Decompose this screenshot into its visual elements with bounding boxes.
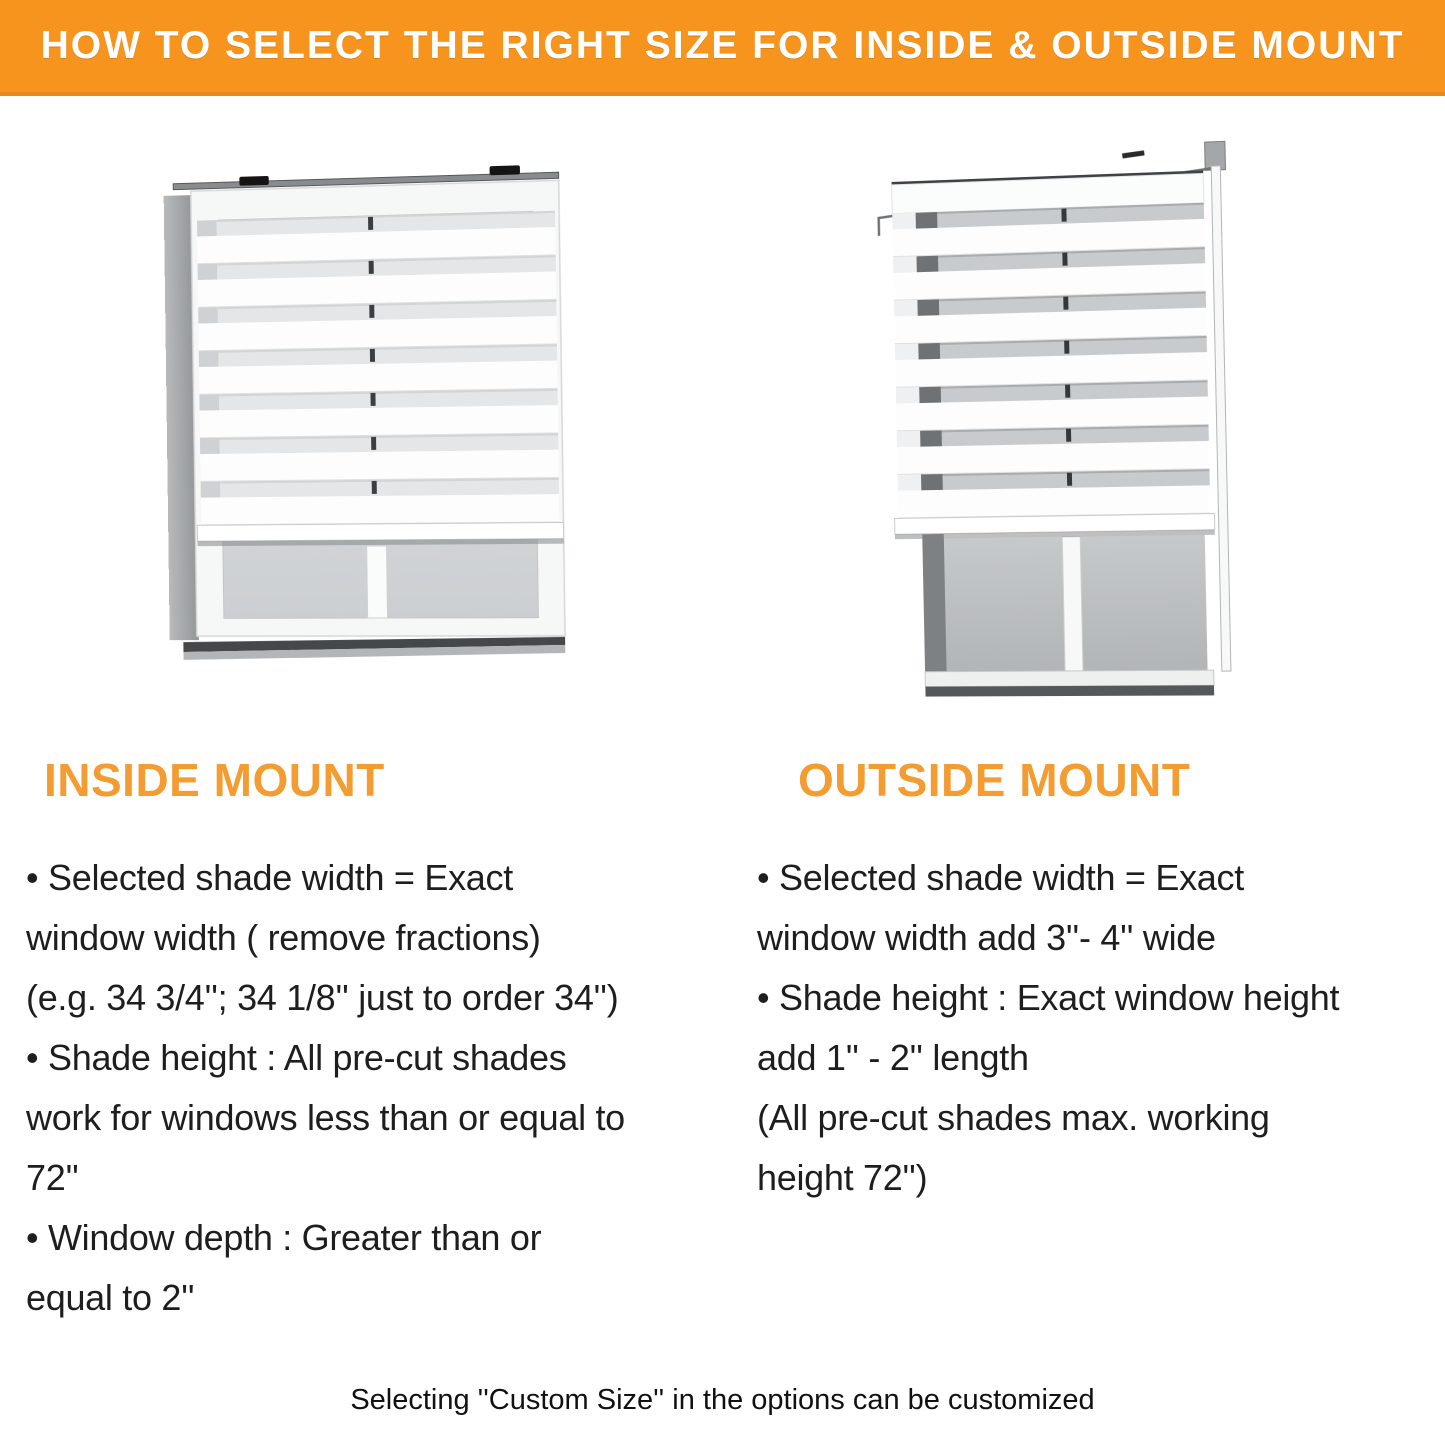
outside-mount-heading: OUTSIDE MOUNT bbox=[798, 754, 1191, 806]
inside-mount-heading: INSIDE MOUNT bbox=[44, 754, 385, 806]
wall-screw-icon bbox=[1122, 150, 1145, 158]
bullet-line: equal to 2'' bbox=[26, 1277, 195, 1318]
bullet-line: • Shade height : Exact window height bbox=[757, 977, 1340, 1018]
bullet-line: (All pre-cut shades max. working bbox=[757, 1097, 1270, 1138]
inside-mount-instructions bbox=[26, 848, 726, 1328]
bullet-line: • Window depth : Greater than or bbox=[26, 1217, 542, 1258]
bullet-line: height 72'') bbox=[757, 1157, 928, 1198]
bullet-line: (e.g. 34 3/4''; 34 1/8'' just to order 34'') bbox=[26, 977, 619, 1018]
window-mullion bbox=[367, 546, 388, 618]
bullet-line: window width add 3''- 4'' wide bbox=[757, 917, 1216, 958]
bullet-line: • Selected shade width = Exact bbox=[26, 857, 513, 898]
zebra-blind bbox=[193, 211, 564, 546]
window-mullion bbox=[1062, 537, 1083, 671]
bullet-line: • Shade height : All pre-cut shades bbox=[26, 1037, 567, 1078]
outside-mount-illustration bbox=[873, 139, 1238, 706]
banner bbox=[0, 0, 1445, 96]
window-sill bbox=[183, 637, 565, 660]
mounting-bracket-icon bbox=[490, 165, 520, 175]
outside-mount-instructions bbox=[757, 848, 1445, 1208]
banner-title: HOW TO SELECT THE RIGHT SIZE FOR INSIDE & OUTSIDE MOUNT bbox=[40, 24, 1405, 67]
custom-size-note: Selecting ''Custom Size'' in the options can be customized bbox=[350, 1384, 1095, 1416]
bullet-line: window width ( remove fractions) bbox=[26, 917, 541, 958]
window-sill bbox=[925, 685, 1214, 696]
bullet-line: work for windows less than or equal to bbox=[26, 1097, 625, 1138]
inside-mount-illustration bbox=[163, 160, 575, 693]
bullet-line: add 1'' - 2'' length bbox=[757, 1037, 1029, 1078]
blind-bottom-bar bbox=[197, 522, 563, 541]
zebra-blind bbox=[888, 170, 1215, 539]
bullet-line: • Selected shade width = Exact bbox=[757, 857, 1244, 898]
bullet-line: 72'' bbox=[26, 1157, 79, 1198]
side-rail bbox=[1211, 166, 1231, 671]
mounting-bracket-icon bbox=[239, 176, 269, 186]
